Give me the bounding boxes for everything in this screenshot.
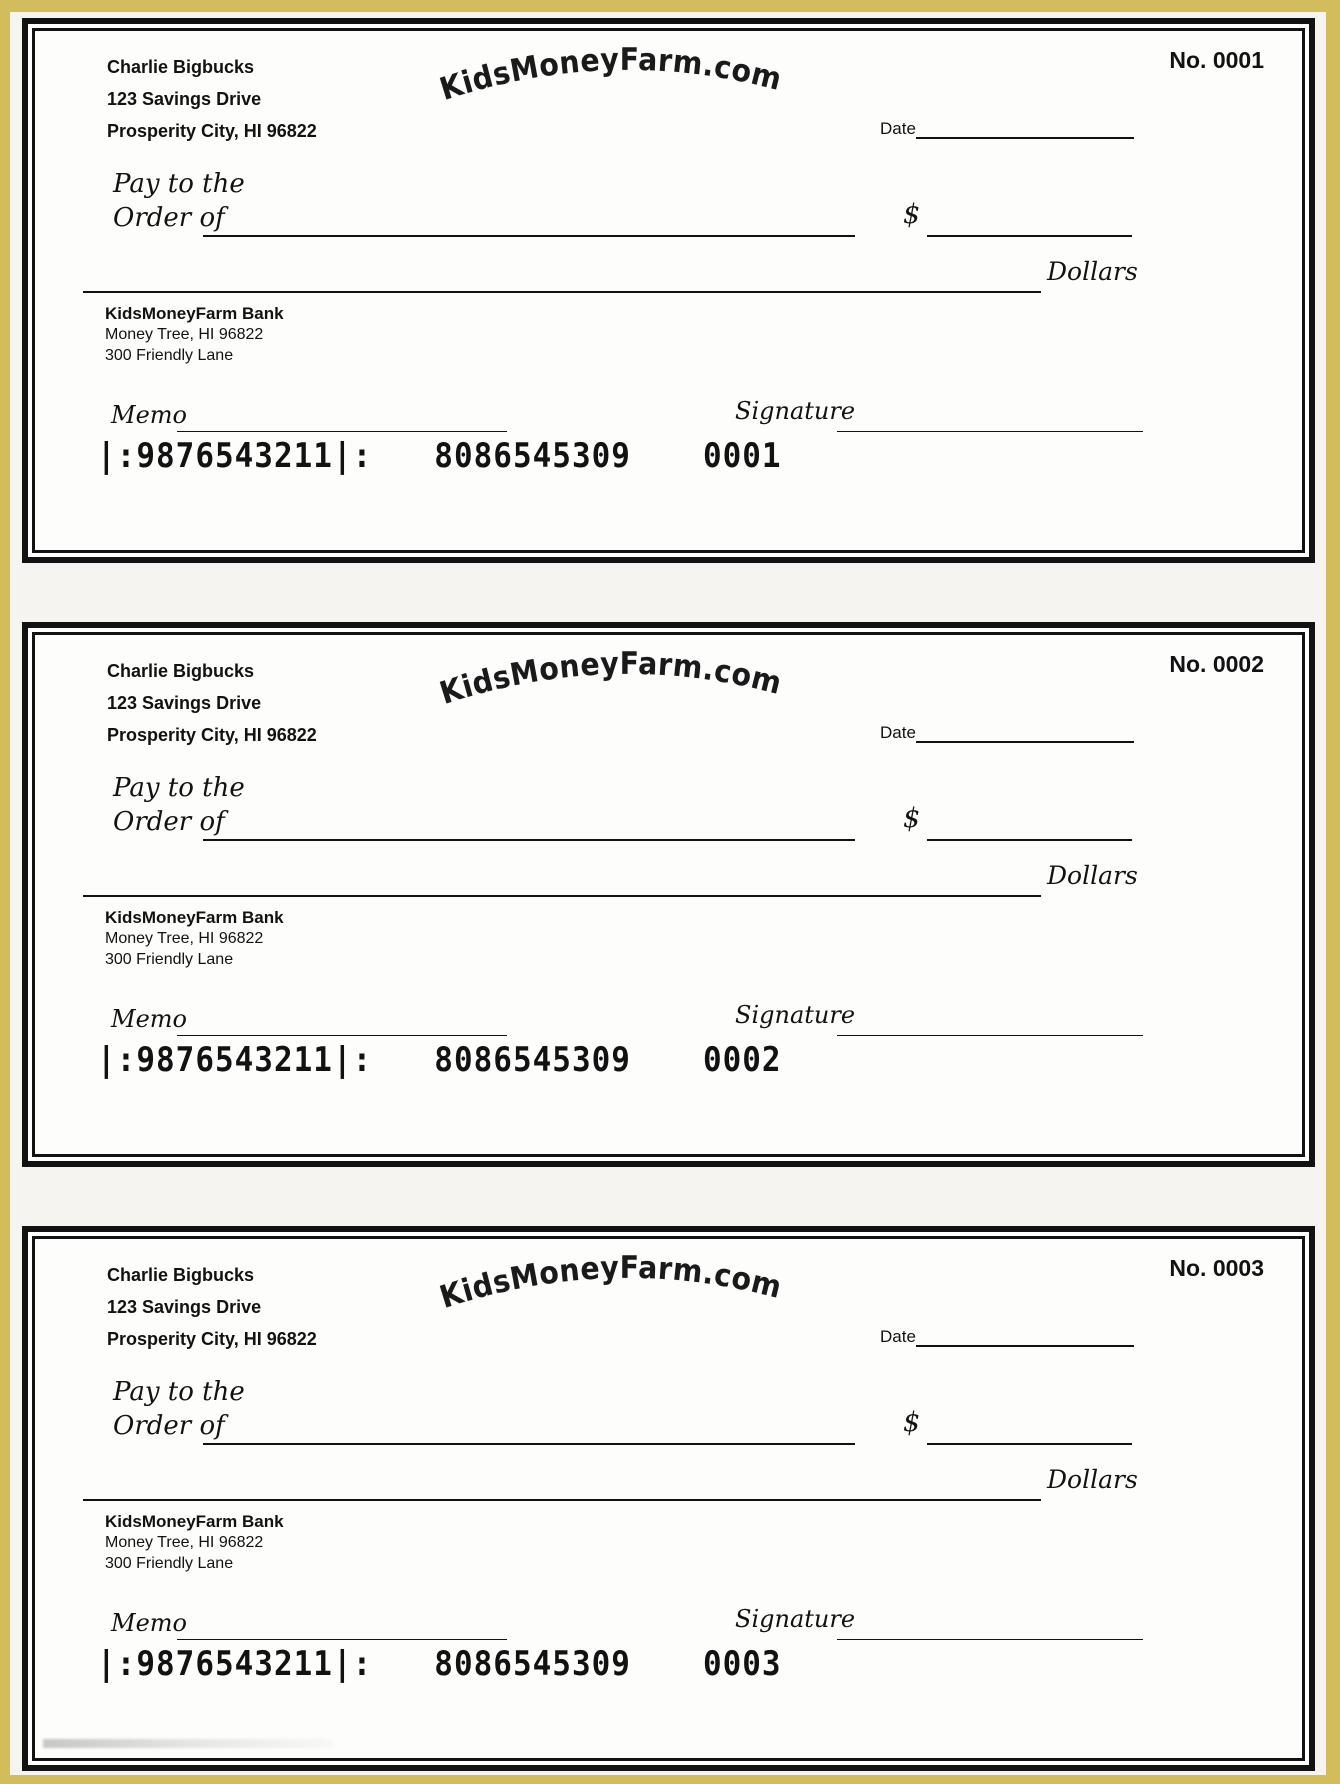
blank-check — [22, 622, 1315, 1167]
payer-name: Charlie Bigbucks — [107, 57, 255, 77]
date-fill-line — [916, 1325, 1134, 1347]
memo-fill-line — [177, 391, 507, 432]
micr-routing-number: |:9876543211|: — [97, 437, 373, 476]
micr-routing-number: |:9876543211|: — [97, 1645, 373, 1684]
dollar-sign: $ — [903, 803, 921, 834]
blank-check — [22, 18, 1315, 563]
bank-address-block — [105, 907, 284, 970]
payer-name: Charlie Bigbucks — [107, 661, 255, 681]
date-row — [880, 117, 1134, 139]
pay-to-line1: Pay to the — [113, 1377, 245, 1407]
signature-fill-line — [837, 995, 1143, 1036]
pay-to-line2: Order of — [113, 807, 225, 837]
micr-line — [97, 1041, 782, 1080]
micr-check-number: 0002 — [702, 1041, 782, 1080]
micr-account-number: 8086545309 — [434, 1645, 631, 1684]
pay-to-line1: Pay to the — [113, 773, 245, 803]
logo-text: KidsMoneyFarm.com — [435, 645, 789, 712]
kidsmoneyfarm-logo — [430, 1245, 800, 1327]
payee-fill-line — [203, 1401, 855, 1445]
check-number: No. 0003 — [1169, 1255, 1264, 1281]
bank-address-line2: 300 Friendly Lane — [105, 1555, 234, 1572]
date-fill-line — [916, 721, 1134, 743]
logo-text: KidsMoneyFarm.com — [435, 1249, 789, 1316]
micr-check-number: 0003 — [702, 1645, 782, 1684]
dollars-label: Dollars — [1047, 1465, 1138, 1494]
svg-text:KidsMoneyFarm.com — [435, 41, 789, 108]
micr-line — [97, 437, 782, 476]
pay-to-line2: Order of — [113, 203, 225, 233]
amount-numeric-fill-line — [927, 193, 1132, 237]
payer-name: Charlie Bigbucks — [107, 1265, 255, 1285]
date-label: Date — [880, 1327, 916, 1346]
signature-fill-line — [837, 1599, 1143, 1640]
check-inner-border — [32, 632, 1305, 1157]
check-number: No. 0002 — [1169, 651, 1264, 677]
svg-text:KidsMoneyFarm.com — [435, 1249, 789, 1316]
pay-to-line2: Order of — [113, 1411, 225, 1441]
date-row — [880, 721, 1134, 743]
bank-address-line1: Money Tree, HI 96822 — [105, 930, 264, 947]
bank-address-line1: Money Tree, HI 96822 — [105, 1534, 264, 1551]
micr-check-number: 0001 — [702, 437, 782, 476]
logo-text: KidsMoneyFarm.com — [435, 41, 789, 108]
kidsmoneyfarm-logo — [430, 641, 800, 723]
payer-address-block — [107, 655, 317, 751]
date-row — [880, 1325, 1134, 1347]
date-label: Date — [880, 723, 916, 742]
memo-fill-line — [177, 1599, 507, 1640]
amount-numeric-fill-line — [927, 1401, 1132, 1445]
check-number: No. 0001 — [1169, 47, 1264, 73]
bank-address-line2: 300 Friendly Lane — [105, 347, 234, 364]
amount-words-fill-line — [83, 853, 1041, 897]
bank-name: KidsMoneyFarm Bank — [105, 908, 284, 927]
faint-watermark — [43, 1739, 333, 1748]
bank-name: KidsMoneyFarm Bank — [105, 304, 284, 323]
payer-address-line2: Prosperity City, HI 96822 — [107, 1329, 317, 1349]
dollars-label: Dollars — [1047, 861, 1138, 890]
payer-address-line1: 123 Savings Drive — [107, 1297, 262, 1317]
amount-numeric-fill-line — [927, 797, 1132, 841]
signature-label: Signature — [735, 1001, 856, 1029]
dollar-sign: $ — [903, 199, 921, 230]
signature-fill-line — [837, 391, 1143, 432]
signature-label: Signature — [735, 397, 856, 425]
payee-fill-line — [203, 797, 855, 841]
pay-to-line1: Pay to the — [113, 169, 245, 199]
amount-words-fill-line — [83, 249, 1041, 293]
micr-routing-number: |:9876543211|: — [97, 1041, 373, 1080]
bank-address-line1: Money Tree, HI 96822 — [105, 326, 264, 343]
signature-label: Signature — [735, 1605, 856, 1633]
kidsmoneyfarm-logo — [430, 37, 800, 119]
memo-fill-line — [177, 995, 507, 1036]
amount-words-fill-line — [83, 1457, 1041, 1501]
payer-address-line1: 123 Savings Drive — [107, 89, 262, 109]
payer-address-block — [107, 51, 317, 147]
memo-label: Memo — [111, 1005, 187, 1033]
date-fill-line — [916, 117, 1134, 139]
check-inner-border — [32, 28, 1305, 553]
blank-check — [22, 1226, 1315, 1771]
bank-name: KidsMoneyFarm Bank — [105, 1512, 284, 1531]
bank-address-block — [105, 1511, 284, 1574]
memo-label: Memo — [111, 1609, 187, 1637]
payee-fill-line — [203, 193, 855, 237]
memo-label: Memo — [111, 401, 187, 429]
micr-account-number: 8086545309 — [434, 1041, 631, 1080]
micr-account-number: 8086545309 — [434, 437, 631, 476]
payer-address-block — [107, 1259, 317, 1355]
dollar-sign: $ — [903, 1407, 921, 1438]
payer-address-line2: Prosperity City, HI 96822 — [107, 725, 317, 745]
dollars-label: Dollars — [1047, 257, 1138, 286]
svg-text:KidsMoneyFarm.com — [435, 645, 789, 712]
bank-address-line2: 300 Friendly Lane — [105, 951, 234, 968]
payer-address-line2: Prosperity City, HI 96822 — [107, 121, 317, 141]
micr-line — [97, 1645, 782, 1684]
payer-address-line1: 123 Savings Drive — [107, 693, 262, 713]
check-inner-border — [32, 1236, 1305, 1761]
date-label: Date — [880, 119, 916, 138]
checks-container — [22, 18, 1315, 1771]
bank-address-block — [105, 303, 284, 366]
